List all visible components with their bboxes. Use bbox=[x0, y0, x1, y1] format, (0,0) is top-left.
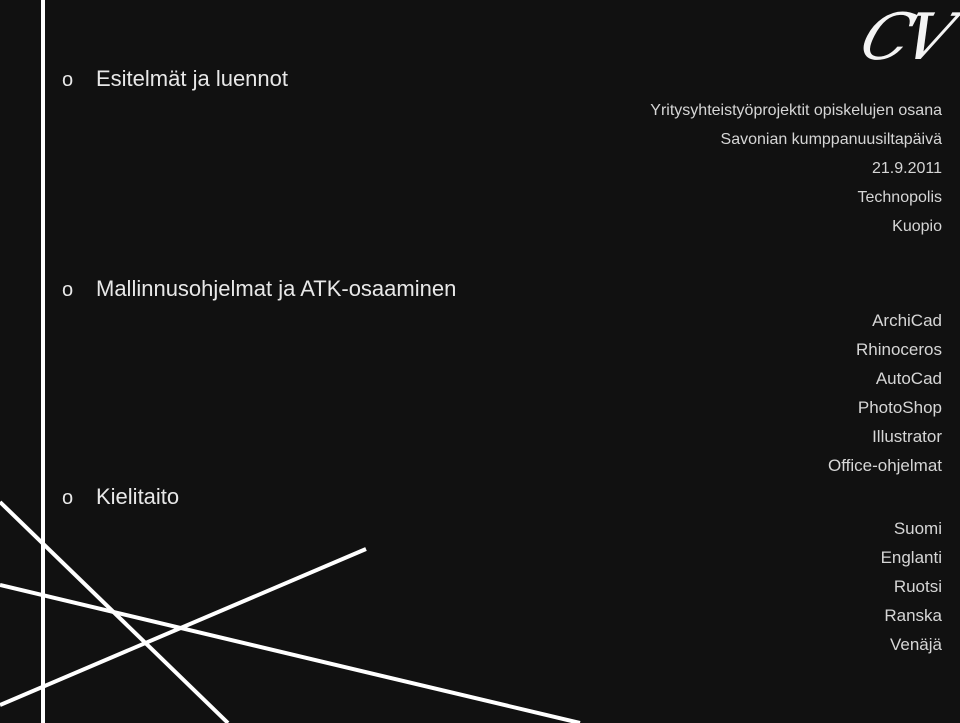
section-presentations bbox=[62, 66, 288, 92]
software-item: Illustrator bbox=[872, 427, 942, 446]
presentations-list bbox=[650, 96, 942, 241]
software-item: AutoCad bbox=[875, 369, 942, 388]
bullet-marker: o bbox=[62, 279, 74, 301]
language-item: Suomi bbox=[893, 519, 942, 538]
section-title-languages: Kielitaito bbox=[96, 484, 180, 509]
cv-logo: CV bbox=[850, 1, 959, 75]
language-item: Englanti bbox=[880, 548, 942, 567]
software-item: PhotoShop bbox=[857, 398, 942, 417]
software-item: Office-ohjelmat bbox=[827, 456, 942, 475]
language-item: Ranska bbox=[884, 606, 942, 625]
presentation-line: Kuopio bbox=[892, 218, 942, 235]
software-list bbox=[828, 306, 942, 480]
presentation-line: Savonian kumppanuusiltapäivä bbox=[720, 131, 942, 148]
section-languages bbox=[62, 484, 179, 510]
software-item: ArchiCad bbox=[872, 311, 942, 330]
language-item: Venäjä bbox=[890, 635, 942, 654]
bullet-marker: o bbox=[62, 69, 74, 91]
software-item: Rhinoceros bbox=[856, 340, 942, 359]
section-title-software: Mallinnusohjelmat ja ATK-osaaminen bbox=[96, 276, 457, 301]
languages-list bbox=[881, 514, 942, 659]
bullet-marker: o bbox=[62, 487, 74, 509]
presentation-line: 21.9.2011 bbox=[872, 160, 942, 177]
diagonal-line-2 bbox=[0, 585, 580, 723]
presentation-line: Technopolis bbox=[857, 189, 942, 206]
section-title-presentations: Esitelmät ja luennot bbox=[96, 66, 288, 91]
section-software bbox=[62, 276, 456, 302]
language-item: Ruotsi bbox=[893, 577, 942, 596]
presentation-line: Yritysyhteistyöprojektit opiskelujen osana bbox=[650, 102, 942, 119]
